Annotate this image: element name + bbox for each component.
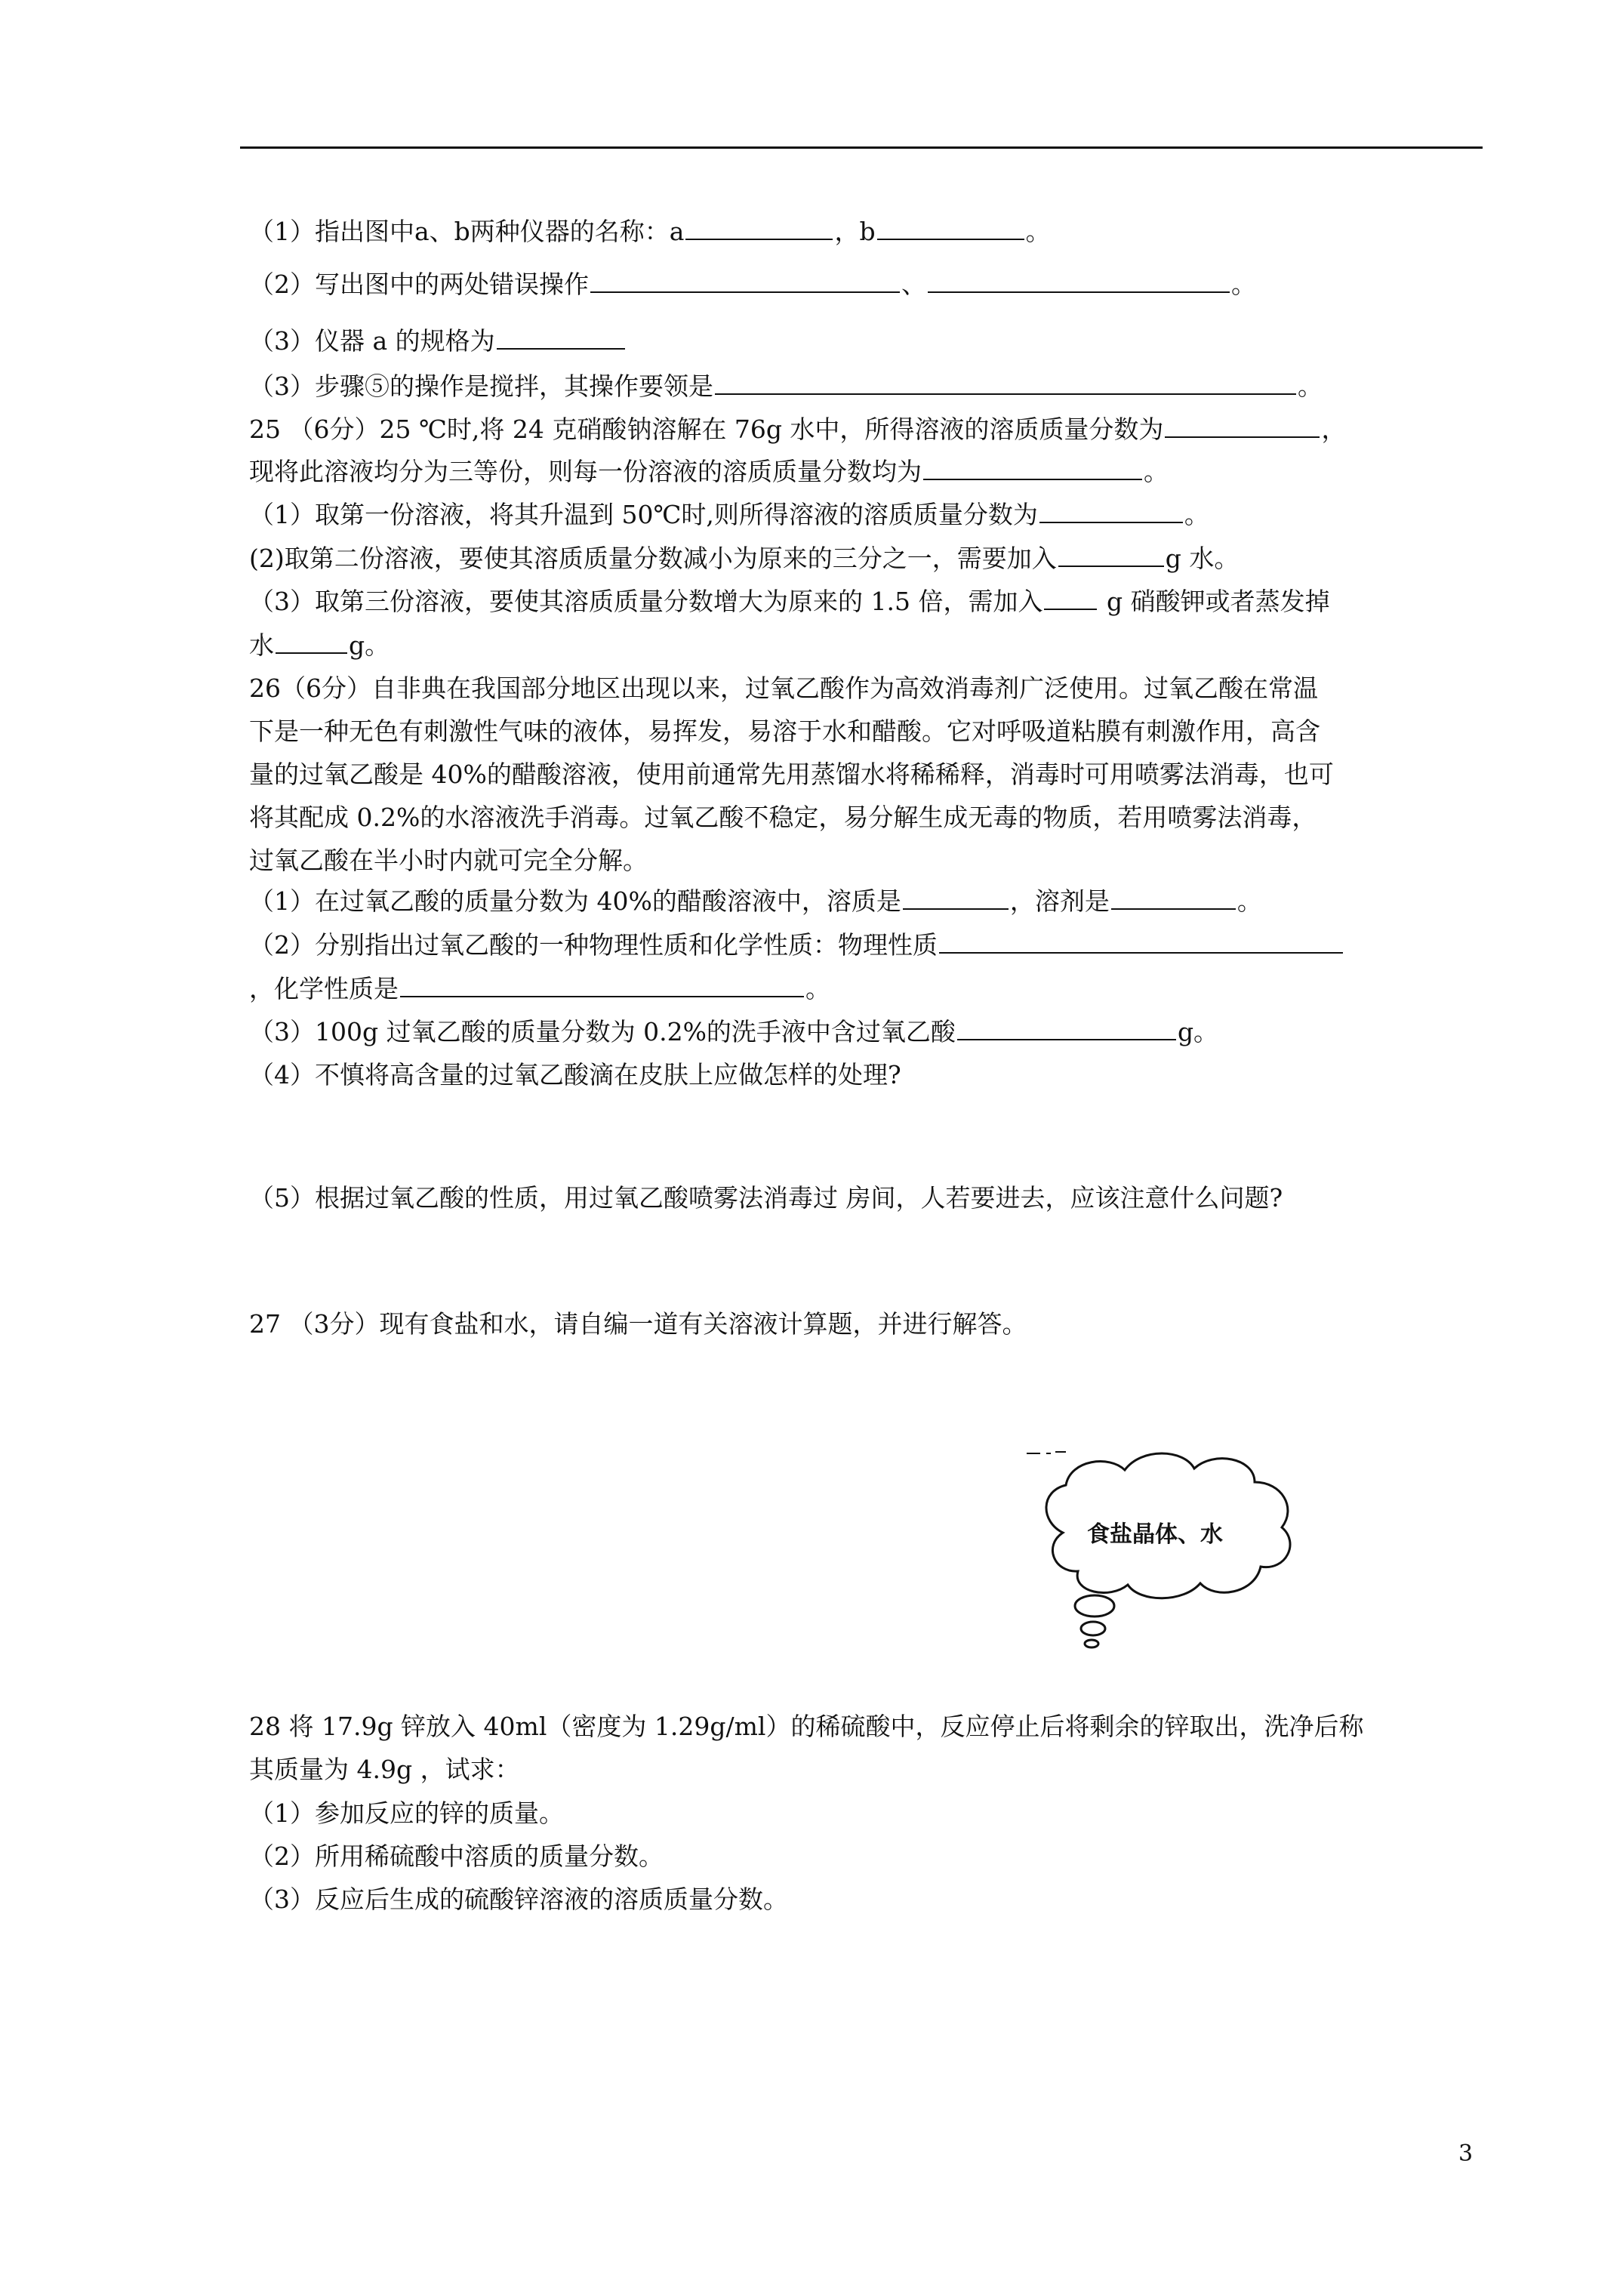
q28-part2: （2）所用稀硫酸中溶质的质量分数。 (249, 1841, 664, 1871)
q25-part3 (249, 585, 1330, 618)
q28-part3: （3）反应后生成的硫酸锌溶液的溶质质量分数。 (249, 1885, 788, 1914)
q26-part1 (249, 885, 1262, 918)
punctuation: ， (1321, 415, 1347, 444)
q25-heading-2 (249, 455, 1169, 488)
q27-heading: 27 （3分）现有食盐和水，请自编一道有关溶液计算题，并进行解答。 (249, 1309, 1027, 1339)
answer-blank[interactable] (497, 325, 625, 350)
q28-paragraph-line-2: 其质量为 4.9g ，试求： (249, 1755, 520, 1784)
answer-blank[interactable] (1058, 543, 1164, 567)
q28-paragraph-line-1: 28 将 17.9g 锌放入 40ml（密度为 1.29g/ml）的稀硫酸中，反应停止后将剩余的锌取出，洗净后称 (249, 1712, 1364, 1741)
q26-part1-text-mid: ，溶剂是 (1009, 886, 1110, 916)
answer-blank[interactable] (1044, 586, 1097, 610)
q26-part3-text: （3）100g 过氧乙酸的质量分数为 0.2%的洗手液中含过氧乙酸 (249, 1017, 956, 1046)
answer-blank[interactable] (957, 1016, 1176, 1040)
answer-blank[interactable] (1039, 499, 1183, 523)
answer-blank[interactable] (928, 269, 1230, 293)
q25-part2-text: (2)取第二份溶液，要使其溶质质量分数减小为原来的三分之一，需要加入 (249, 544, 1057, 573)
thought-cloud (981, 1438, 1344, 1665)
q24-part1-text-a: （1）指出图中a、b两种仪器的名称：a (249, 217, 685, 246)
punctuation: 。 (1144, 457, 1169, 486)
punctuation: 、 (901, 270, 926, 299)
q24-part3 (249, 325, 627, 358)
q24-part2-text: （2）写出图中的两处错误操作 (249, 270, 589, 299)
answer-blank[interactable] (400, 973, 804, 997)
q25-heading-text: 25 （6分）25 ℃时,将 24 克硝酸钠溶解在 76g 水中，所得溶液的溶质质量分数为 (249, 415, 1164, 444)
punctuation: 。 (805, 974, 830, 1003)
punctuation: 。 (1025, 217, 1051, 246)
answer-blank[interactable] (1111, 886, 1236, 910)
q26-part2-cont-text: ，化学性质是 (249, 974, 399, 1003)
answer-blank[interactable] (715, 371, 1296, 395)
q26-part4: （4）不慎将高含量的过氧乙酸滴在皮肤上应做怎样的处理? (249, 1060, 901, 1089)
q24-part4 (249, 370, 1323, 403)
q26-paragraph-line-3: 量的过氧乙酸是 40%的醋酸溶液，使用前通常先用蒸馏水将稀稀释，消毒时可用喷雾法消毒，也可 (249, 760, 1334, 789)
punctuation: 。 (1236, 886, 1262, 916)
q26-part3 (249, 1015, 1218, 1049)
q25-part3-unit: g。 (349, 630, 390, 660)
answer-blank[interactable] (685, 216, 833, 240)
q24-part2 (249, 268, 1256, 301)
q26-paragraph-line-1: 26（6分）自非典在我国部分地区出现以来，过氧乙酸作为高效消毒剂广泛使用。过氧乙酸在常温 (249, 673, 1318, 703)
q25-heading (249, 413, 1346, 446)
q26-part2-text: （2）分别指出过氧乙酸的一种物理性质和化学性质：物理性质 (249, 930, 938, 960)
q25-part3-cont-text: 水 (249, 630, 274, 660)
q26-part5: （5）根据过氧乙酸的性质，用过氧乙酸喷雾法消毒过 房间，人若要进去，应该注意什么问题? (249, 1183, 1283, 1213)
answer-blank[interactable] (590, 269, 900, 293)
thought-cloud-icon (981, 1438, 1344, 1665)
q26-part2-cont (249, 972, 830, 1006)
q25-part2-unit: g 水。 (1165, 544, 1240, 573)
punctuation: 。 (1298, 371, 1323, 401)
q25-part3-text: （3）取第三份溶液，要使其溶质质量分数增大为原来的 1.5 倍，需加入 (249, 587, 1043, 616)
q24-part1 (249, 215, 1051, 248)
answer-blank[interactable] (903, 886, 1009, 910)
q26-paragraph-line-2: 下是一种无色有刺激性气味的液体，易挥发，易溶于水和醋酸。它对呼吸道粘膜有刺激作用，高含 (249, 717, 1320, 746)
q25-part1 (249, 498, 1209, 532)
q25-part2 (249, 542, 1239, 575)
q24-part1-text-b: ，b (834, 217, 876, 246)
q25-part3-text-mid: g 硝酸钾或者蒸发掉 (1098, 587, 1330, 616)
q26-paragraph-line-5: 过氧乙酸在半小时内就可完全分解。 (249, 846, 648, 875)
answer-blank[interactable] (877, 216, 1024, 240)
answer-blank[interactable] (923, 456, 1142, 480)
punctuation: 。 (1184, 500, 1209, 529)
answer-blank[interactable] (276, 630, 347, 654)
page-number: 3 (1458, 2140, 1474, 2167)
q24-part4-text: （3）步骤⑤的操作是搅拌，其操作要领是 (249, 371, 713, 401)
punctuation: 。 (1231, 270, 1256, 299)
q26-part3-unit: g。 (1177, 1017, 1219, 1046)
q25-part1-text: （1）取第一份溶液，将其升温到 50℃时,则所得溶液的溶质质量分数为 (249, 500, 1038, 529)
q25-heading-2-text: 现将此溶液均分为三等份，则每一份溶液的溶质质量分数均为 (249, 457, 922, 486)
q24-part3-text: （3）仪器 a 的规格为 (249, 326, 495, 356)
q28-part1: （1）参加反应的锌的质量。 (249, 1798, 564, 1828)
answer-blank[interactable] (939, 929, 1343, 954)
q26-part2 (249, 929, 1344, 962)
header-rule (240, 146, 1483, 149)
cloud-label: 食盐晶体、水 (1087, 1521, 1223, 1548)
answer-blank[interactable] (1165, 414, 1320, 438)
q26-paragraph-line-4: 将其配成 0.2%的水溶液洗手消毒。过氧乙酸不稳定，易分解生成无毒的物质，若用喷雾法消毒， (249, 803, 1317, 832)
q25-part3-cont (249, 629, 390, 662)
q26-part1-text: （1）在过氧乙酸的质量分数为 40%的醋酸溶液中，溶质是 (249, 886, 901, 916)
